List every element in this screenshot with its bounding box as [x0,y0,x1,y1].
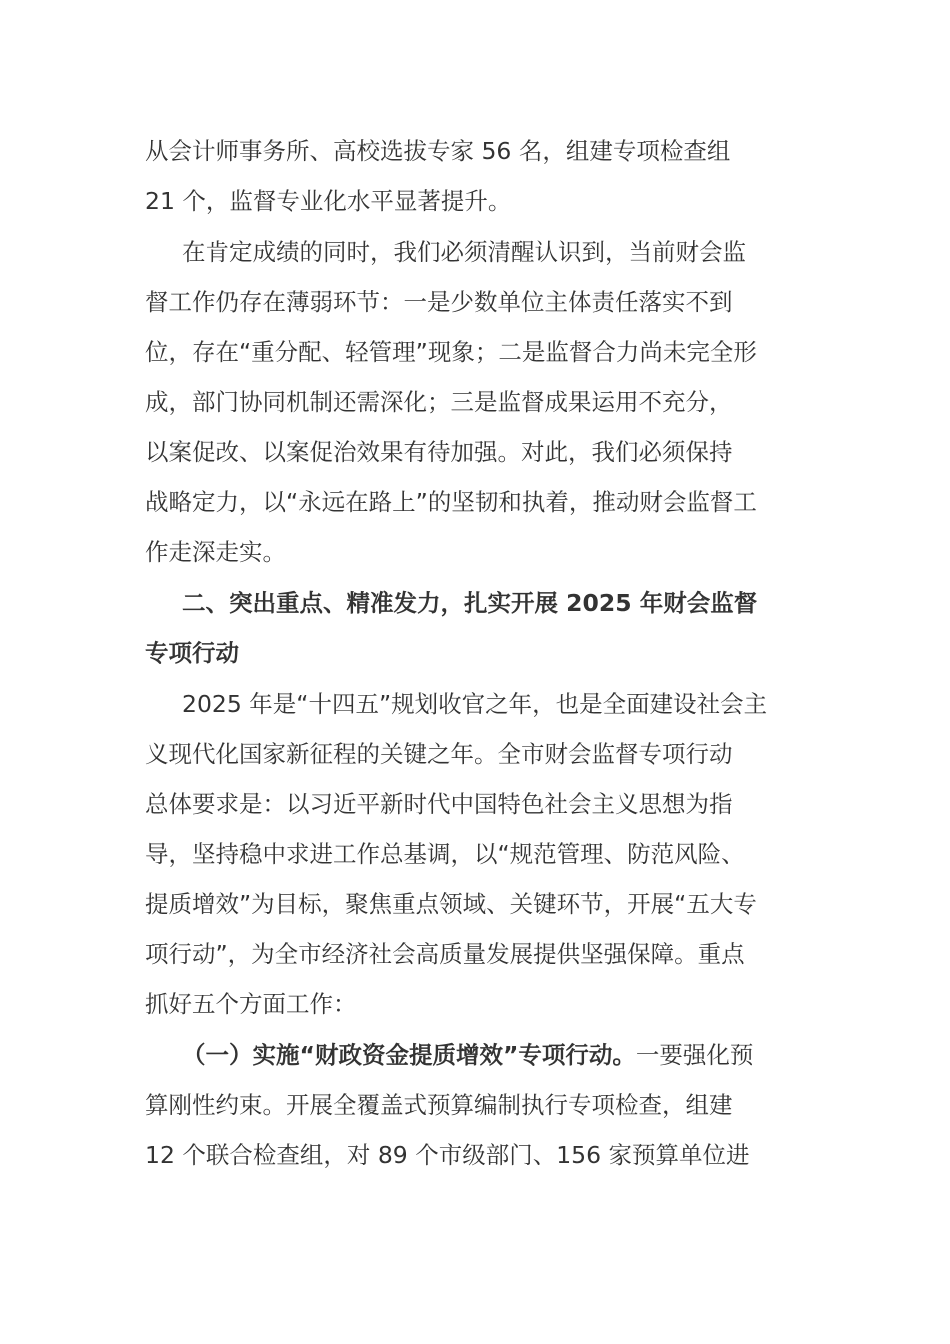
body-text-line: 21 个，监督专业化水平显著提升。 [145,187,512,215]
body-text-line: 位，存在“重分配、轻管理”现象；二是监督合力尚未完全形 [145,338,757,366]
body-text-line: 成，部门协同机制还需深化；三是监督成果运用不充分， [145,388,733,416]
subsection-heading: （一）实施“财政资金提质增效”专项行动。 [182,1041,636,1069]
body-text-line: 从会计师事务所、高校选拔专家 56 名，组建专项检查组 [145,137,731,165]
body-text-line: 算刚性约束。开展全覆盖式预算编制执行专项检查，组建 [145,1091,733,1119]
subsection-text: 一要强化预 [635,1041,754,1069]
body-text-line: 以案促改、以案促治效果有待加强。对此，我们必须保持 [145,438,733,466]
body-text-line: 督工作仍存在薄弱环节：一是少数单位主体责任落实不到 [145,288,733,316]
body-text-line: 总体要求是：以习近平新时代中国特色社会主义思想为指 [145,790,733,818]
body-text-line: 抓好五个方面工作： [145,990,357,1018]
body-text-line: 导，坚持稳中求进工作总基调，以“规范管理、防范风险、 [145,840,745,868]
body-text-line: 战略定力，以“永远在路上”的坚韧和执着，推动财会监督工 [145,488,757,516]
subsection-line [182,1040,753,1070]
body-text-line: 提质增效”为目标，聚焦重点领域、关键环节，开展“五大专 [145,890,757,918]
section-heading: 二、突出重点、精准发力，扎实开展 2025 年财会监督 [182,589,758,617]
paragraph-first-line: 2025 年是“十四五”规划收官之年，也是全面建设社会主 [182,690,768,718]
body-text-line: 12 个联合检查组，对 89 个市级部门、156 家预算单位进 [145,1141,750,1169]
section-heading: 专项行动 [145,639,239,667]
body-text-line: 项行动”，为全市经济社会高质量发展提供坚强保障。重点 [145,940,745,968]
body-text-line: 义现代化国家新征程的关键之年。全市财会监督专项行动 [145,740,733,768]
paragraph-first-line: 在肯定成绩的同时，我们必须清醒认识到，当前财会监 [182,238,746,266]
body-text-line: 作走深走实。 [145,538,286,566]
